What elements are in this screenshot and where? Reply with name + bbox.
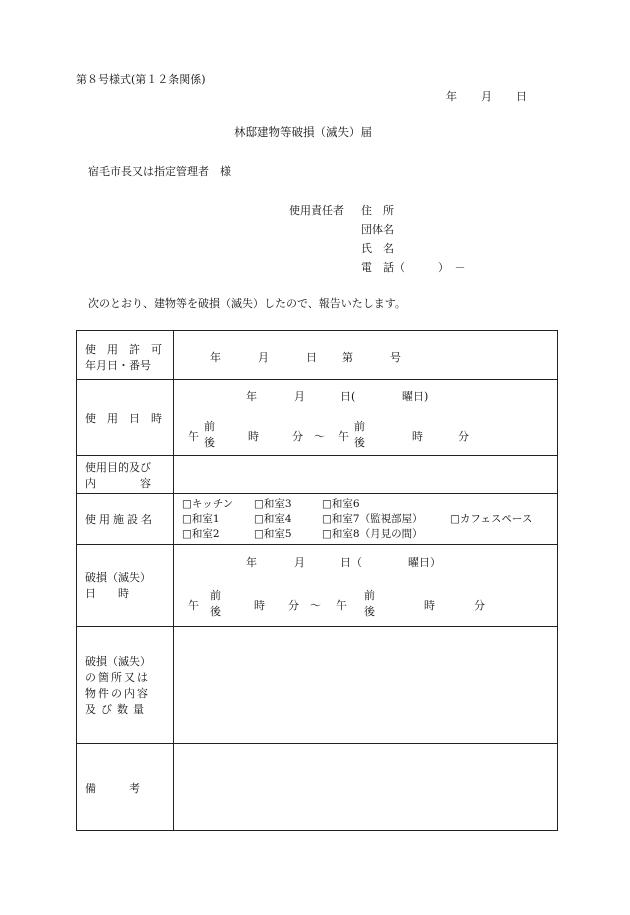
permit-day: 日 [306,351,317,364]
applicant-address-label: 住 所 [361,204,394,217]
damage-month: 月 [294,556,305,569]
purpose-label-line1: 使用目的及び [85,461,151,474]
usage-datetime-value-cell[interactable] [174,380,557,455]
damage-detail-label-line1: 破損（滅失） [85,655,151,668]
damage-day: 日（ [340,556,362,569]
damage-datetime-label-cell [77,545,174,626]
addressee: 宿毛市長又は指定管理者 様 [88,165,231,178]
damage-detail-label-line2: の箇所又は [85,671,150,684]
damage-weekday: 曜日） [408,556,441,569]
facility-checkbox-washitsu8[interactable]: □和室8（月見の間） [322,528,423,540]
purpose-label-cell [77,456,174,493]
facilities-value-cell [174,494,557,544]
usage-year: 年 [246,390,257,403]
damage-start-am: 前 [210,589,221,602]
usage-start-noon: 午 [188,430,199,443]
applicant-phone-label: 電 話（ ） － [361,261,466,274]
damage-datetime-label-line1: 破損（滅失） [85,571,151,584]
report-form-table [76,330,558,831]
usage-end-am: 前 [354,420,365,433]
purpose-value-cell[interactable] [174,456,557,493]
permit-value-cell[interactable] [174,331,557,379]
usage-end-pm: 後 [354,436,365,449]
damage-datetime-row [77,544,557,626]
facility-checkbox-washitsu3[interactable]: □和室3 [254,498,292,510]
damage-start-hour: 時 [254,599,265,612]
permit-label-line1: 使 用 許 可 [85,343,162,356]
form-number: 第８号様式(第１２条関係) [76,73,206,86]
damage-year: 年 [246,556,257,569]
damage-end-pm: 後 [364,605,375,618]
usage-datetime-label: 使 用 日 時 [85,412,162,425]
damage-start-noon: 午 [188,599,199,612]
damage-detail-label-line4: 及び数量 [85,703,149,716]
usage-start-minute: 分 [292,430,303,443]
document-title: 林邸建物等破損（滅失）届 [234,125,372,139]
usage-datetime-row [77,379,557,455]
usage-tilde: ～ [314,430,325,443]
facility-checkbox-washitsu2[interactable]: □和室2 [182,528,220,540]
damage-start-minute: 分 [288,599,299,612]
facility-checkbox-cafe-space[interactable]: □カフェスペース [450,513,533,525]
remarks-label-cell [77,744,174,830]
purpose-label-line2: 内 容 [85,477,151,490]
permit-row [77,331,557,379]
usage-weekday: 曜日) [402,390,429,403]
purpose-row [77,455,557,493]
facilities-label: 使用施設名 [85,513,155,526]
applicant-group-label: 団体名 [361,223,394,236]
remarks-label: 備 考 [85,782,140,795]
permit-number-prefix: 第 [342,351,353,364]
usage-end-noon: 午 [338,430,349,443]
date-year: 年 [446,90,457,103]
damage-end-hour: 時 [424,599,435,612]
usage-end-minute: 分 [458,430,469,443]
damage-tilde: ～ [310,599,321,612]
usage-start-hour: 時 [248,430,259,443]
facility-checkbox-washitsu6[interactable]: □和室6 [322,498,360,510]
damage-detail-label-cell [77,627,174,743]
facility-checkbox-washitsu7[interactable]: □和室7（監視部屋） [322,513,423,525]
facility-checkbox-kitchen[interactable]: □キッチン [182,498,234,510]
permit-number-suffix: 号 [390,351,401,364]
damage-detail-value-cell[interactable] [174,627,557,743]
usage-end-hour: 時 [412,430,423,443]
usage-start-pm: 後 [204,436,215,449]
damage-datetime-label-line2: 日 時 [85,587,129,600]
facility-checkbox-washitsu1[interactable]: □和室1 [182,513,220,525]
permit-label-line2: 年月日・番号 [85,359,151,372]
damage-datetime-value-cell[interactable] [174,545,557,626]
usage-datetime-label-cell [77,380,174,455]
damage-end-noon: 午 [336,599,347,612]
applicant-role-label: 使用責任者 [289,204,344,217]
intro-text: 次のとおり、建物等を破損（滅失）したので、報告いたします。 [88,297,406,310]
usage-start-am: 前 [204,420,215,433]
permit-year: 年 [210,351,221,364]
usage-day: 日( [340,390,356,403]
damage-end-am: 前 [364,589,375,602]
damage-start-pm: 後 [210,605,221,618]
facilities-label-cell [77,494,174,544]
date-month: 月 [481,90,492,103]
applicant-name-label: 氏 名 [361,242,394,255]
remarks-row [77,743,557,830]
facility-checkbox-washitsu4[interactable]: □和室4 [254,513,292,525]
usage-month: 月 [294,390,305,403]
facilities-row [77,493,557,544]
permit-month: 月 [258,351,269,364]
damage-detail-label-line3: 物件の内容 [85,687,150,700]
remarks-value-cell[interactable] [174,744,557,830]
permit-label-cell [77,331,174,379]
damage-end-minute: 分 [474,599,485,612]
facility-checkbox-washitsu5[interactable]: □和室5 [254,528,292,540]
damage-detail-row [77,626,557,743]
date-day: 日 [516,90,527,103]
